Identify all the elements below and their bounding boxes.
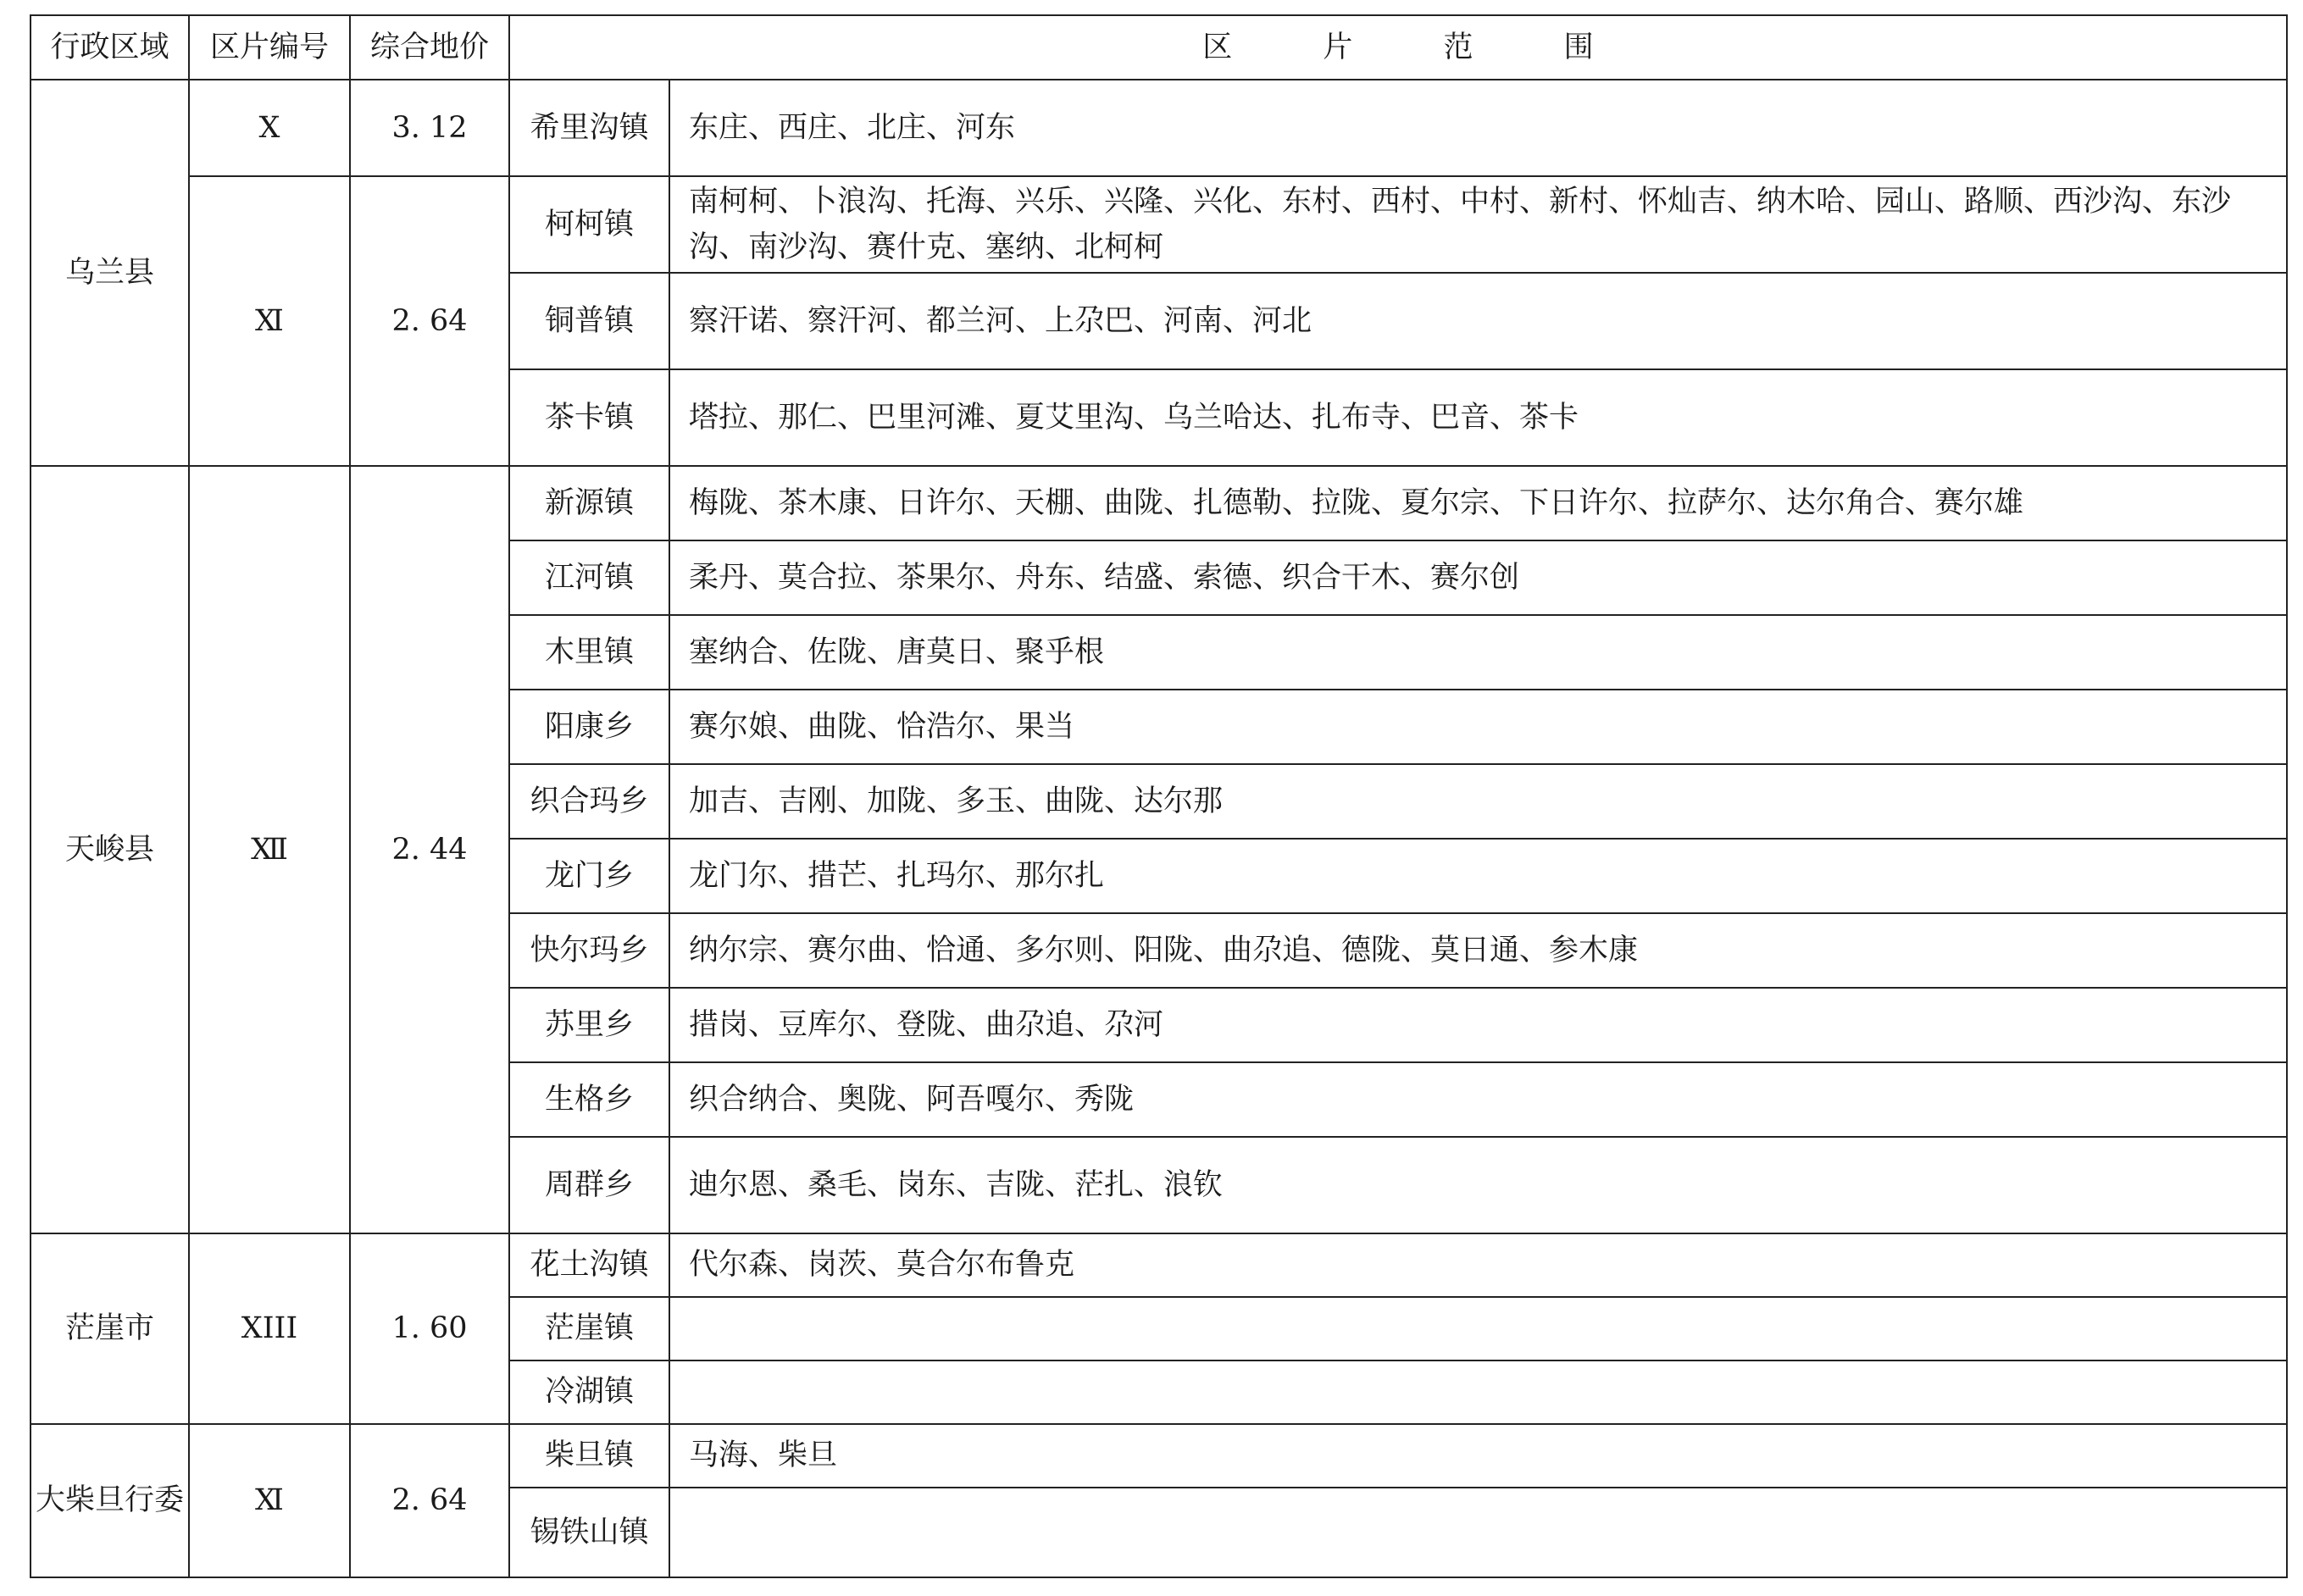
zone-range-cell: 柔丹、莫合拉、茶果尔、舟东、结盛、索德、织合干木、赛尔创 (669, 540, 2287, 615)
zone-range-cell: 纳尔宗、赛尔曲、恰通、多尔则、阳陇、曲尕追、德陇、莫日通、参木康 (669, 913, 2287, 988)
composite-price-cell: 2. 64 (350, 176, 509, 466)
zone-range-cell: 马海、柴旦 (669, 1424, 2287, 1488)
zone-range-cell: 梅陇、茶木康、日许尔、天棚、曲陇、扎德勒、拉陇、夏尔宗、下日许尔、拉萨尔、达尔角合、赛尔雄 (669, 466, 2287, 540)
table-row (31, 1424, 2287, 1488)
town-name-cell: 铜普镇 (509, 273, 669, 369)
table-body (31, 80, 2287, 1577)
zone-range-cell: 东庄、西庄、北庄、河东 (669, 80, 2287, 176)
town-name-cell: 茶卡镇 (509, 369, 669, 466)
zone-code-cell: Ⅺ (189, 176, 350, 466)
composite-price-cell: 2. 44 (350, 466, 509, 1233)
zone-code-cell: Ⅻ (189, 466, 350, 1233)
zone-range-cell: 龙门尔、措芒、扎玛尔、那尔扎 (669, 839, 2287, 913)
town-name-cell: 江河镇 (509, 540, 669, 615)
town-name-cell: 阳康乡 (509, 690, 669, 764)
zone-range-cell: 察汗诺、察汗河、都兰河、上尕巴、河南、河北 (669, 273, 2287, 369)
land-price-zone-table (30, 14, 2288, 1578)
table-row (31, 176, 2287, 273)
admin-region-cell: 大柴旦行委 (31, 1424, 189, 1577)
town-name-cell: 茫崖镇 (509, 1297, 669, 1360)
admin-region-cell: 茫崖市 (31, 1233, 189, 1424)
header-row (31, 15, 2287, 80)
zone-range-cell (669, 1360, 2287, 1424)
town-name-cell: 生格乡 (509, 1062, 669, 1137)
header-zone-code: 区片编号 (189, 15, 350, 80)
admin-region-cell: 乌兰县 (31, 80, 189, 466)
town-name-cell: 锡铁山镇 (509, 1488, 669, 1577)
town-name-cell: 柴旦镇 (509, 1424, 669, 1488)
header-zone-range: 区 片 范 围 (509, 15, 2287, 80)
header-admin-region: 行政区域 (31, 15, 189, 80)
zone-range-cell: 塞纳合、佐陇、唐莫日、聚乎根 (669, 615, 2287, 690)
town-name-cell: 花土沟镇 (509, 1233, 669, 1297)
table-row (31, 1233, 2287, 1297)
town-name-cell: 龙门乡 (509, 839, 669, 913)
zone-range-cell (669, 1488, 2287, 1577)
zone-range-cell (669, 1297, 2287, 1360)
town-name-cell: 快尔玛乡 (509, 913, 669, 988)
town-name-cell: 木里镇 (509, 615, 669, 690)
table-row (31, 80, 2287, 176)
zone-range-cell: 代尔森、岗茨、莫合尔布鲁克 (669, 1233, 2287, 1297)
zone-range-cell: 赛尔娘、曲陇、恰浩尔、果当 (669, 690, 2287, 764)
town-name-cell: 周群乡 (509, 1137, 669, 1233)
town-name-cell: 苏里乡 (509, 988, 669, 1062)
zone-range-cell: 织合纳合、奥陇、阿吾嘎尔、秀陇 (669, 1062, 2287, 1137)
zone-range-cell: 加吉、吉刚、加陇、多玉、曲陇、达尔那 (669, 764, 2287, 839)
town-name-cell: 新源镇 (509, 466, 669, 540)
composite-price-cell: 2. 64 (350, 1424, 509, 1577)
zone-range-cell: 措岗、豆库尔、登陇、曲尕追、尕河 (669, 988, 2287, 1062)
zone-code-cell: Ⅺ (189, 1424, 350, 1577)
town-name-cell: 织合玛乡 (509, 764, 669, 839)
composite-price-cell: 3. 12 (350, 80, 509, 176)
zone-code-cell: XIII (189, 1233, 350, 1424)
zone-code-cell: Ⅹ (189, 80, 350, 176)
header-composite-price: 综合地价 (350, 15, 509, 80)
composite-price-cell: 1. 60 (350, 1233, 509, 1424)
zone-range-cell: 南柯柯、卜浪沟、托海、兴乐、兴隆、兴化、东村、西村、中村、新村、怀灿吉、纳木哈、园山、路顺、西沙沟、东沙沟、南沙沟、赛什克、塞纳、北柯柯 (669, 176, 2287, 273)
zone-range-cell: 塔拉、那仁、巴里河滩、夏艾里沟、乌兰哈达、扎布寺、巴音、茶卡 (669, 369, 2287, 466)
table-row (31, 466, 2287, 540)
town-name-cell: 希里沟镇 (509, 80, 669, 176)
admin-region-cell: 天峻县 (31, 466, 189, 1233)
town-name-cell: 柯柯镇 (509, 176, 669, 273)
town-name-cell: 冷湖镇 (509, 1360, 669, 1424)
zone-range-cell: 迪尔恩、桑毛、岗东、吉陇、茫扎、浪钦 (669, 1137, 2287, 1233)
